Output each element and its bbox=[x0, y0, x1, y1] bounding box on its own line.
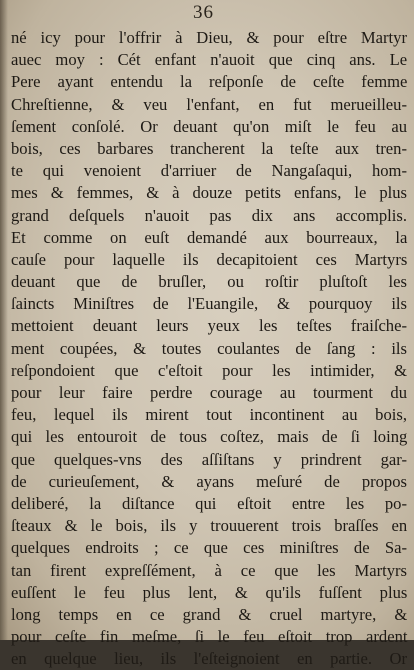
page-number: 36 bbox=[193, 2, 214, 23]
text-line: ſteaux & le bois, ils y trouuerent trois braſſes en bbox=[11, 516, 408, 536]
text-line: deuant que de bruſler, ou roſtir pluſtoſt les bbox=[11, 272, 407, 292]
text-line: deliberé, la diſtance qui eſtoit entre les po- bbox=[11, 493, 407, 513]
text-line: ſaincts Miniſtres de l'Euangile, & pourquoy ils bbox=[11, 294, 407, 314]
text-line: mettoient deuant leurs yeux les teſtes fraiſche- bbox=[11, 316, 407, 336]
text-line: de curieuſement, & ayans meſuré de propos bbox=[11, 471, 407, 491]
text-line: que quelques-vns des aſſiſtans y prindrent gar- bbox=[11, 449, 407, 469]
text-line: euſſent le feu plus lent, & qu'ils fuſſent plus bbox=[11, 582, 408, 602]
text-line: Et comme on euſt demandé aux bourreaux, la bbox=[11, 227, 408, 247]
text-line: te qui venoient d'arriuer de Nangaſaqui, hom- bbox=[11, 161, 407, 181]
text-line: pour leur faire perdre courage au tourment du bbox=[11, 383, 407, 402]
text-line: grand deſquels n'auoit pas dix ans accomplis. bbox=[11, 205, 407, 225]
text-line: bois, ces barbares trancherent la teſte aux tren- bbox=[11, 138, 407, 158]
text-line: mes & femmes, & à douze petits enfans, le plus bbox=[11, 183, 407, 203]
text-line: en quelque lieu, ils l'eſteignoient en partie. Or bbox=[11, 649, 407, 669]
text-line: cauſe pour laquelle ils decapitoient ces Martyrs bbox=[11, 249, 408, 269]
text-line: Pere ayant entendu la reſponſe de ceſte femme bbox=[11, 72, 408, 92]
text-line: Chreſtienne, & veu l'enfant, en fut merueilleu- bbox=[11, 94, 407, 114]
body-text bbox=[11, 27, 407, 670]
text-line: quelques endroits ; ce que ces miniſtres de Sa- bbox=[11, 538, 407, 558]
text-line: long temps en ce grand & cruel martyre, & bbox=[11, 604, 408, 624]
text-line: auec moy : Cét enfant n'auoit que cinq ans. Le bbox=[11, 50, 408, 70]
text-line: feu, lequel ils mirent tout incontinent au bois, bbox=[11, 405, 407, 425]
text-line: ſement conſolé. Or deuant qu'on miſt le feu au bbox=[11, 116, 407, 136]
text-line: pour ceſte fin meſme, ſi le feu eſtoit trop ardent bbox=[11, 627, 408, 647]
text-line: né icy pour l'offrir à Dieu, & pour eſtre Martyr bbox=[11, 28, 407, 47]
text-line: tan firent expreſſément, à ce que les Martyrs bbox=[11, 560, 407, 580]
text-line: qui les entouroit de tous coſtez, mais de ſi loing bbox=[11, 427, 408, 447]
text-line: ment coupées, & toutes coulantes de ſang : ils bbox=[11, 338, 407, 358]
text-line: reſpondoient que c'eſtoit pour les intimider, & bbox=[11, 360, 407, 380]
